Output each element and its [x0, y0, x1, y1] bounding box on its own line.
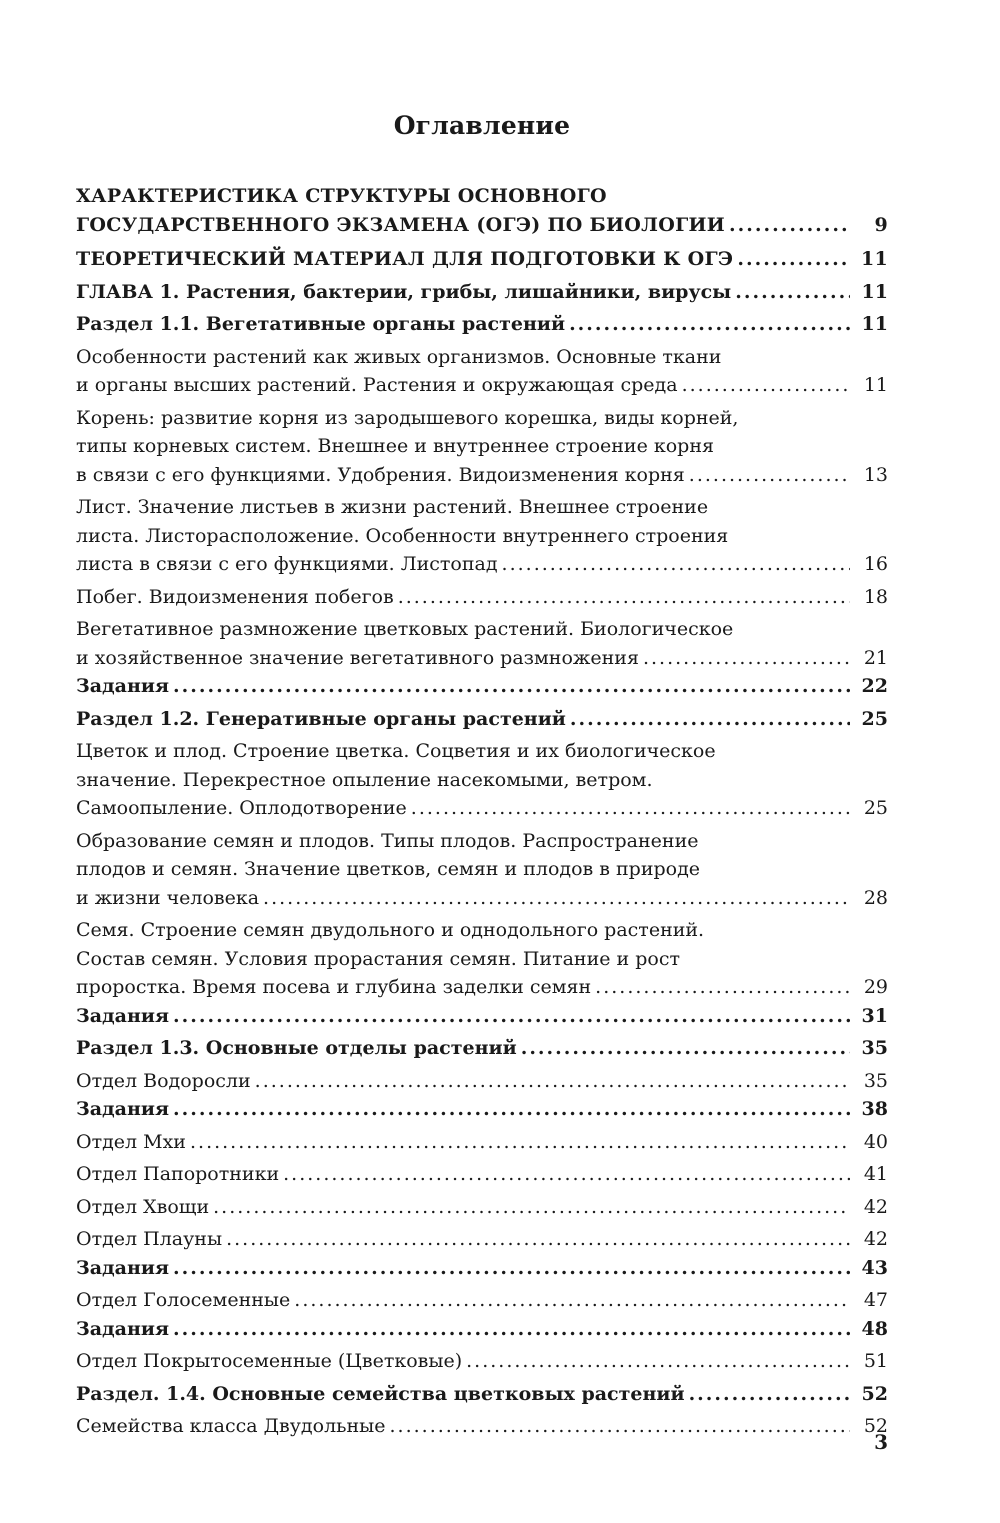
- dot-leader: [283, 1160, 850, 1189]
- page-title: Оглавление: [393, 111, 571, 140]
- dot-leader: [173, 1254, 850, 1283]
- toc-page-number: 52: [863, 1415, 888, 1437]
- dot-leader: [226, 1225, 850, 1254]
- toc-entry[interactable]: [76, 1254, 888, 1283]
- toc-entry-line: Образование семян и плодов. Типы плодов. Распространение: [76, 829, 699, 852]
- toc-entry-line: и хозяйственное значение вегетативного размножения: [76, 646, 639, 669]
- toc-page-number: 25: [863, 797, 888, 819]
- toc-entry[interactable]: [76, 737, 888, 823]
- toc-entry-line: ГОСУДАРСТВЕННОГО ЭКЗАМЕНА (ОГЭ) ПО БИОЛОГИИ: [76, 213, 726, 236]
- dot-leader: [682, 371, 850, 400]
- toc-entry-last-line: [76, 794, 854, 823]
- toc-entry-line: плодов и семян. Значение цветков, семян и плодов в природе: [76, 858, 701, 880]
- toc-page-number: 35: [863, 1069, 888, 1092]
- toc-entry[interactable]: [76, 1380, 888, 1409]
- dot-leader: [569, 310, 850, 339]
- toc-entry[interactable]: [76, 1225, 888, 1254]
- toc-page-number: 48: [861, 1317, 888, 1340]
- toc-entry-last-line: [76, 211, 854, 240]
- toc-entry-line: Семейства класса Двудольные: [76, 1415, 386, 1437]
- toc-entry-last-line: [76, 1128, 854, 1157]
- toc-entry[interactable]: [76, 278, 888, 307]
- toc-page-number: 11: [863, 374, 888, 396]
- toc-page-number: 21: [863, 646, 888, 669]
- toc-entry-line: Вегетативное размножение цветковых растений. Биологическое: [76, 618, 734, 640]
- toc-entry-line: Побег. Видоизменения побегов: [76, 585, 394, 608]
- toc-entry-last-line: [76, 644, 854, 673]
- toc-entry-last-line: [76, 1286, 854, 1315]
- toc-entry-last-line: [76, 1002, 854, 1031]
- toc-entry[interactable]: [76, 583, 888, 612]
- toc-entry[interactable]: [76, 827, 888, 913]
- toc-entry-last-line: [76, 1067, 854, 1096]
- toc-entry-line: Состав семян. Условия прорастания семян. Питание и рост: [76, 947, 680, 970]
- toc-entry-line: Задания: [76, 1004, 170, 1027]
- dot-leader: [255, 1067, 850, 1096]
- toc-page-number: 11: [861, 280, 888, 303]
- toc-page-number: 22: [861, 675, 888, 697]
- toc-entry-line: и жизни человека: [76, 886, 260, 909]
- toc-page-number: 31: [861, 1004, 888, 1027]
- toc-entry-last-line: [76, 884, 854, 913]
- toc-entry-last-line: [76, 583, 854, 612]
- toc-entry-line: Задания: [76, 675, 170, 697]
- page-number: 3: [874, 1430, 888, 1454]
- toc-page-number: 29: [863, 976, 888, 998]
- toc-entry[interactable]: [76, 916, 888, 1002]
- dot-leader: [173, 1095, 850, 1124]
- toc-page-number: 42: [863, 1195, 888, 1218]
- toc-entry[interactable]: [76, 1095, 888, 1124]
- toc-entry-line: Задания: [76, 1256, 170, 1279]
- toc-entry-last-line: [76, 1254, 854, 1283]
- toc-entry-last-line: [76, 1380, 854, 1409]
- toc-page-number: 9: [874, 213, 888, 236]
- toc-entry[interactable]: [76, 1160, 888, 1189]
- toc-entry[interactable]: [76, 343, 888, 400]
- toc-page-number: 42: [863, 1228, 888, 1250]
- toc-page-number: 43: [861, 1256, 888, 1279]
- toc-entry-last-line: [76, 672, 854, 701]
- toc-page-number: 11: [860, 248, 888, 270]
- toc-page-number: 40: [863, 1130, 888, 1153]
- toc-entry[interactable]: [76, 1347, 888, 1376]
- toc-entry[interactable]: [76, 1034, 888, 1063]
- toc-entry-line: Корень: развитие корня из зародышевого корешка, виды корней,: [76, 406, 739, 429]
- toc-entry-last-line: [76, 310, 854, 339]
- dot-leader: [521, 1034, 850, 1063]
- toc-entry-line: листа в связи с его функциями. Листопад: [76, 553, 498, 575]
- toc-entry[interactable]: [76, 1128, 888, 1157]
- toc-entry-line: Раздел. 1.4. Основные семейства цветковых растений: [76, 1382, 685, 1405]
- toc-entry[interactable]: [76, 310, 888, 339]
- dot-leader: [213, 1193, 850, 1222]
- toc-entry-line: Особенности растений как живых организмов. Основные ткани: [76, 345, 722, 368]
- toc-entry-last-line: [76, 550, 854, 579]
- toc-entry-line: Отдел Водоросли: [76, 1069, 251, 1092]
- dot-leader: [643, 644, 850, 673]
- toc-entry-last-line: [76, 705, 854, 734]
- toc-entry[interactable]: [76, 1412, 888, 1441]
- toc-entry-line: значение. Перекрестное опыление насекомыми, ветром.: [76, 768, 653, 791]
- toc-entry[interactable]: [76, 1002, 888, 1031]
- toc-entry-last-line: [76, 1315, 854, 1344]
- dot-leader: [689, 461, 850, 490]
- toc-entry-last-line: [76, 1034, 854, 1063]
- dot-leader: [190, 1128, 850, 1157]
- toc-entry-line: Задания: [76, 1098, 170, 1120]
- toc-entry-last-line: [76, 371, 854, 400]
- dot-leader: [466, 1347, 850, 1376]
- toc-entry[interactable]: [76, 1067, 888, 1096]
- toc-entry-line: Семя. Строение семян двудольного и однодольного растений.: [76, 919, 705, 941]
- toc-entry[interactable]: [76, 493, 888, 579]
- toc-entry[interactable]: [76, 705, 888, 734]
- dot-leader: [502, 550, 850, 579]
- toc-page-number: 47: [863, 1289, 888, 1311]
- toc-entry-line: Отдел Голосеменные: [76, 1289, 291, 1311]
- toc-page-number: 52: [861, 1382, 888, 1405]
- toc-page-number: 25: [861, 707, 888, 730]
- toc-entry-line: ТЕОРЕТИЧЕСКИЙ МАТЕРИАЛ ДЛЯ ПОДГОТОВКИ К ОГЭ: [76, 248, 734, 270]
- toc-page-number: 11: [861, 313, 888, 335]
- toc-entry-line: в связи с его функциями. Удобрения. Видоизменения корня: [76, 463, 685, 486]
- toc-entry[interactable]: [76, 245, 888, 274]
- toc-entry-last-line: [76, 1193, 854, 1222]
- toc-entry-line: Задания: [76, 1317, 170, 1340]
- toc-entry-line: ГЛАВА 1. Растения, бактерии, грибы, лишайники, вирусы: [76, 280, 732, 303]
- toc-entry-line: Лист. Значение листьев в жизни растений. Внешнее строение: [76, 496, 709, 518]
- toc-entry-line: Отдел Плауны: [76, 1228, 223, 1250]
- toc-entry-line: Отдел Папоротники: [76, 1163, 280, 1185]
- dot-leader: [294, 1286, 850, 1315]
- toc-entry-last-line: [76, 1160, 854, 1189]
- dot-leader: [735, 278, 850, 307]
- dot-leader: [737, 245, 850, 274]
- toc-entry[interactable]: [76, 1315, 888, 1344]
- toc-entry-last-line: [76, 973, 854, 1002]
- toc-entry-last-line: [76, 278, 854, 307]
- toc-entry-line: типы корневых систем. Внешнее и внутреннее строение корня: [76, 435, 714, 457]
- toc-entry-line: Раздел 1.3. Основные отделы растений: [76, 1037, 517, 1059]
- toc-entry-last-line: [76, 245, 854, 274]
- dot-leader: [595, 973, 850, 1002]
- toc-entry-line: Отдел Покрытосеменные (Цветковые): [76, 1350, 463, 1372]
- toc-entry-last-line: [76, 1347, 854, 1376]
- dot-leader: [173, 1315, 850, 1344]
- dot-leader: [173, 1002, 850, 1031]
- toc-entry[interactable]: [76, 672, 888, 701]
- toc-entry-line: Раздел 1.1. Вегетативные органы растений: [76, 313, 566, 335]
- toc-entry-line: ХАРАКТЕРИСТИКА СТРУКТУРЫ ОСНОВНОГО: [76, 185, 607, 207]
- dot-leader: [390, 1412, 850, 1441]
- toc-entry[interactable]: [76, 182, 888, 239]
- toc-page-number: 13: [863, 463, 888, 486]
- toc-entry-line: и органы высших растений. Растения и окружающая среда: [76, 374, 678, 396]
- toc-entry-last-line: [76, 1412, 854, 1441]
- dot-leader: [173, 672, 850, 701]
- dot-leader: [263, 884, 850, 913]
- toc-page-number: 41: [863, 1163, 888, 1185]
- toc-entry-line: проростка. Время посева и глубина заделки семян: [76, 976, 592, 998]
- toc-entry-line: Отдел Мхи: [76, 1130, 186, 1153]
- toc-entry[interactable]: [76, 615, 888, 672]
- toc-entry[interactable]: [76, 404, 888, 490]
- toc-page-number: 16: [863, 553, 888, 575]
- dot-leader: [689, 1380, 850, 1409]
- toc-entry-last-line: [76, 1095, 854, 1124]
- toc-page-number: 38: [861, 1098, 888, 1120]
- dot-leader: [570, 705, 850, 734]
- dot-leader: [411, 794, 850, 823]
- toc-page-number: 28: [863, 886, 888, 909]
- toc-entry-line: Самоопыление. Оплодотворение: [76, 797, 407, 819]
- toc-entry[interactable]: [76, 1193, 888, 1222]
- toc-page-number: 35: [861, 1037, 888, 1059]
- toc-entry-last-line: [76, 1225, 854, 1254]
- toc-entry[interactable]: [76, 1286, 888, 1315]
- toc-entry-line: Раздел 1.2. Генеративные органы растений: [76, 707, 566, 730]
- toc-entry-line: Цветок и плод. Строение цветка. Соцветия и их биологическое: [76, 740, 716, 762]
- table-of-contents: [76, 108, 888, 1441]
- toc-list: [76, 182, 888, 1441]
- toc-entry-line: листа. Листорасположение. Особенности внутреннего строения: [76, 524, 729, 547]
- toc-page-number: 18: [863, 585, 888, 608]
- toc-page-number: 51: [863, 1350, 888, 1372]
- toc-entry-last-line: [76, 461, 854, 490]
- toc-entry-line: Отдел Хвощи: [76, 1195, 210, 1218]
- dot-leader: [729, 211, 850, 240]
- dot-leader: [398, 583, 850, 612]
